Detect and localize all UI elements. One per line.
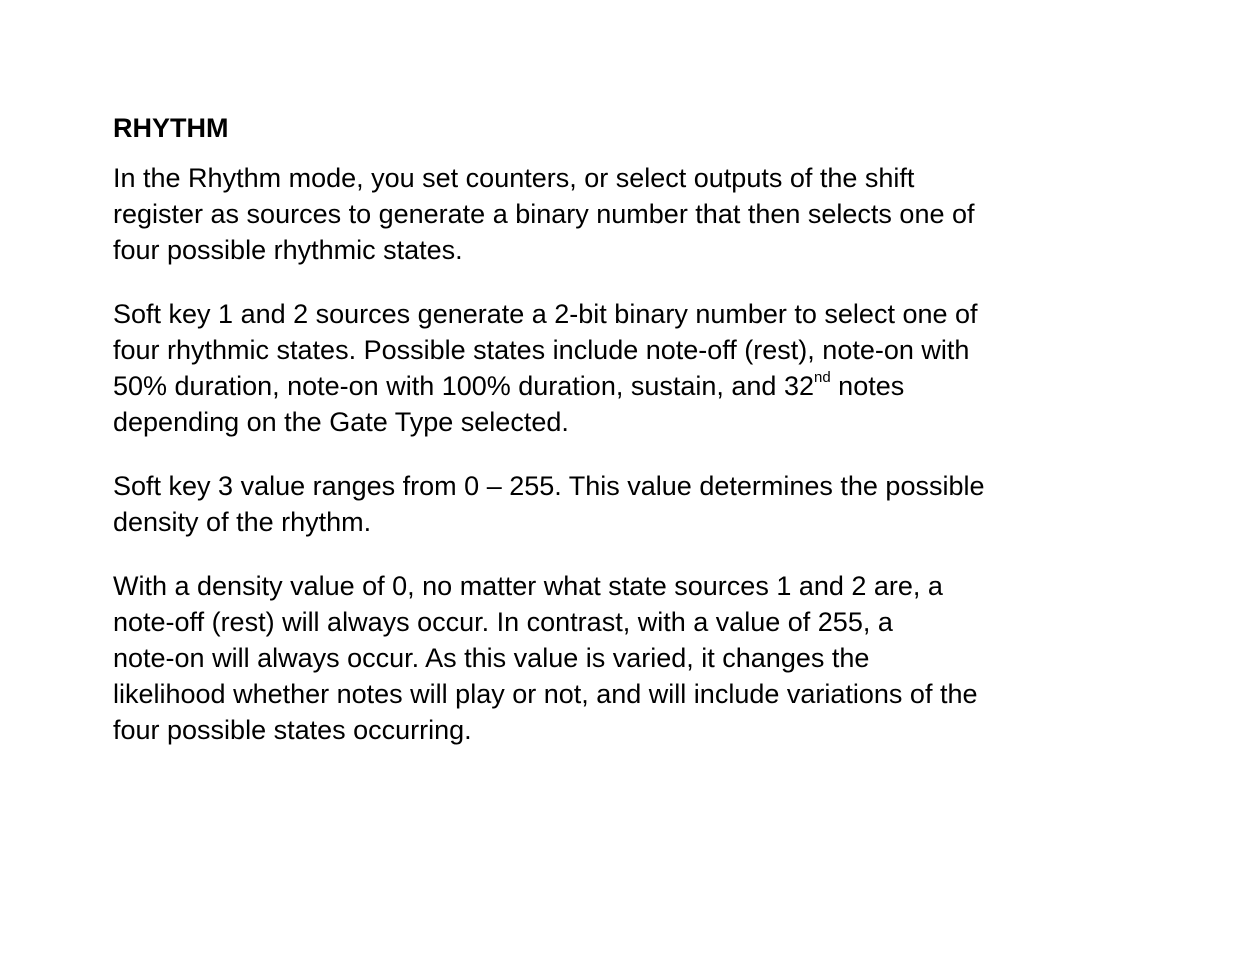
paragraph-density <box>113 568 1128 748</box>
text-segment: notes <box>830 371 905 401</box>
text-line: four possible rhythmic states. <box>113 235 463 265</box>
paragraph-rhythm-mode <box>113 160 1128 268</box>
text-line: depending on the Gate Type selected. <box>113 407 569 437</box>
text-line-with-superscript <box>113 368 1128 404</box>
text-line: Soft key 3 value ranges from 0 – 255. This value determines the possible <box>113 471 985 501</box>
text-line: four rhythmic states. Possible states include note-off (rest), note-on with <box>113 335 970 365</box>
ordinal-superscript: nd <box>813 369 831 386</box>
section-heading: RHYTHM <box>113 113 229 143</box>
text-line: likelihood whether notes will play or not, and will include variations of the <box>113 679 978 709</box>
text-line: density of the rhythm. <box>113 507 372 537</box>
text-line: In the Rhythm mode, you set counters, or select outputs of the shift <box>113 163 915 193</box>
text-line: four possible states occurring. <box>113 715 472 745</box>
text-line: note-off (rest) will always occur. In contrast, with a value of 255, a <box>113 607 893 637</box>
text-line: note-on will always occur. As this value is varied, it changes the <box>113 643 870 673</box>
text-line: With a density value of 0, no matter what state sources 1 and 2 are, a <box>113 571 943 601</box>
text-segment: 50% duration, note-on with 100% duration, sustain, and 32 <box>113 371 814 401</box>
paragraph-soft-key-3 <box>113 468 1128 540</box>
paragraph-soft-key-1-2 <box>113 296 1128 440</box>
text-line: Soft key 1 and 2 sources generate a 2-bit binary number to select one of <box>113 299 978 329</box>
text-line: register as sources to generate a binary number that then selects one of <box>113 199 975 229</box>
document-body <box>113 110 1128 776</box>
